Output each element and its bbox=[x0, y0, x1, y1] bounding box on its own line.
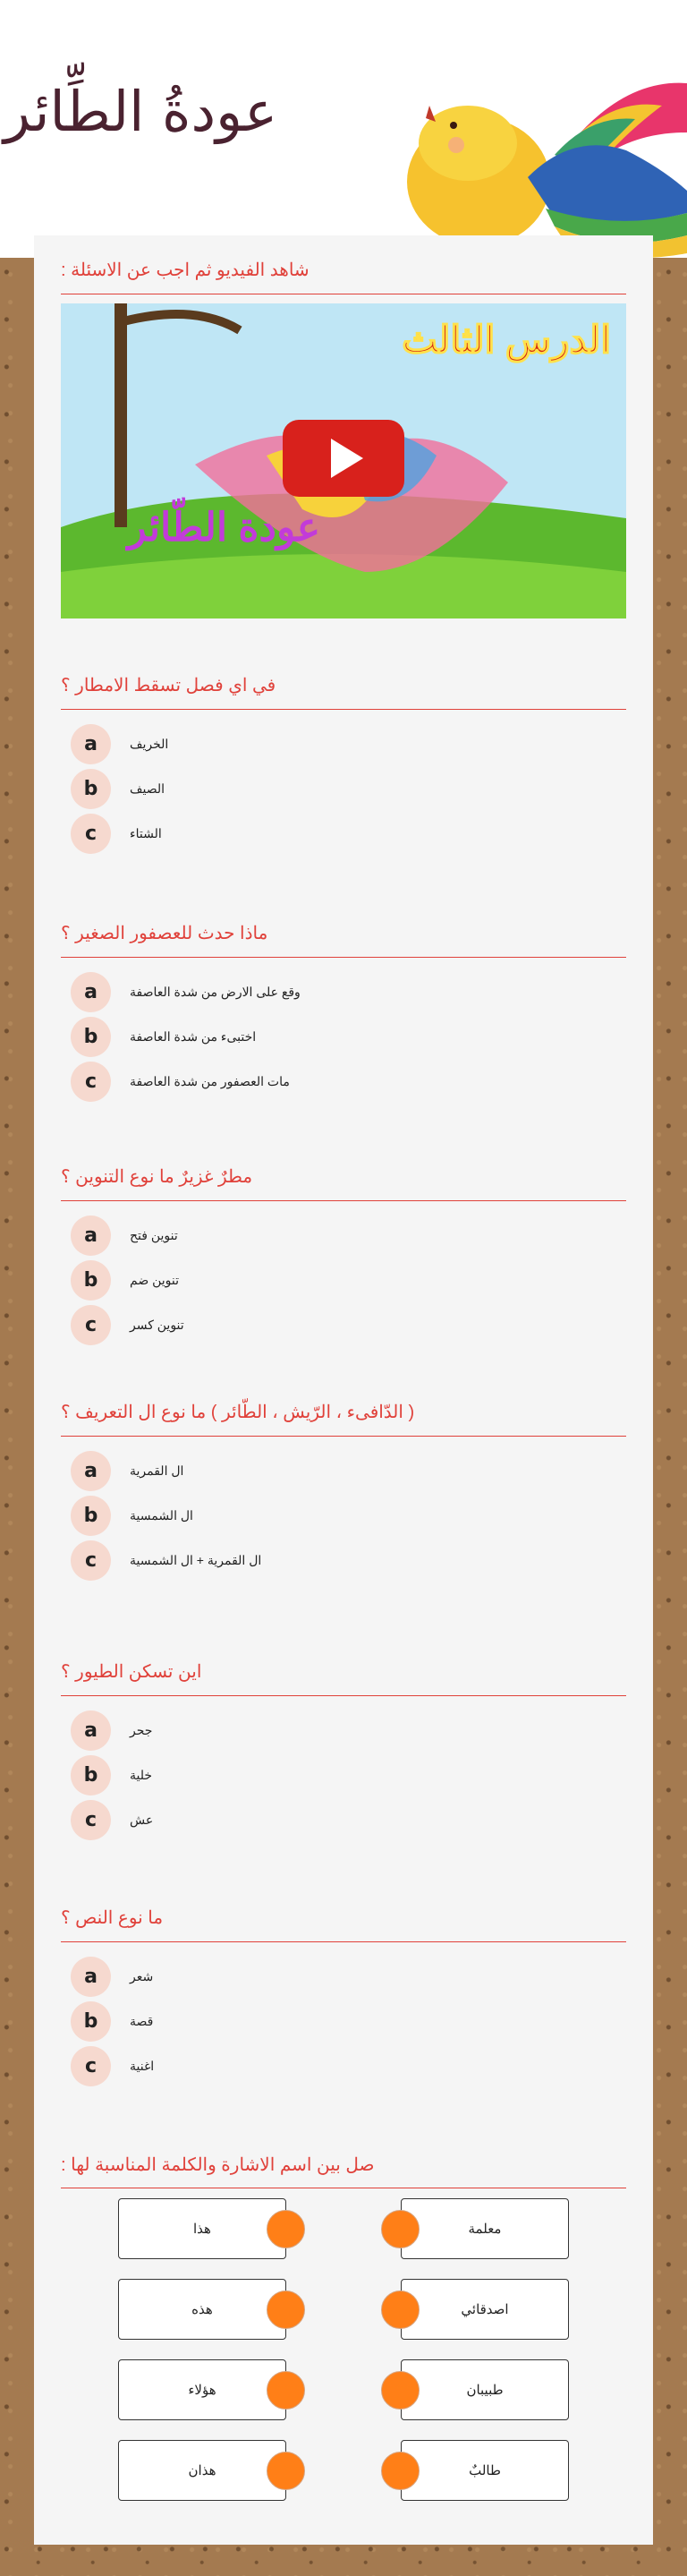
match-left-card[interactable] bbox=[118, 2198, 286, 2259]
answer-option[interactable] bbox=[71, 1540, 261, 1581]
option-letter-badge: c bbox=[71, 1540, 111, 1581]
question-heading: ماذا حدث للعصفور الصغير ؟ bbox=[61, 924, 268, 943]
match-right-text: اصدقائي bbox=[461, 2302, 509, 2317]
match-left-text: هذا bbox=[193, 2222, 211, 2237]
answer-option[interactable] bbox=[71, 1017, 256, 1057]
option-text: الخريف bbox=[130, 737, 169, 751]
option-letter-badge: c bbox=[71, 2046, 111, 2086]
match-right-card[interactable] bbox=[401, 2198, 569, 2259]
match-left-text: هؤلاء bbox=[188, 2383, 216, 2398]
play-button[interactable] bbox=[283, 420, 404, 497]
option-letter-badge: a bbox=[71, 972, 111, 1012]
option-letter-badge: c bbox=[71, 1062, 111, 1102]
option-text: الصيف bbox=[130, 781, 165, 796]
match-left-text: هذان bbox=[188, 2463, 216, 2478]
match-left-card[interactable] bbox=[118, 2359, 286, 2420]
divider bbox=[61, 1695, 626, 1696]
option-letter-badge: b bbox=[71, 769, 111, 809]
option-letter-badge: a bbox=[71, 1710, 111, 1751]
option-letter-badge: b bbox=[71, 1755, 111, 1796]
option-text: اختبىء من شدة العاصفة bbox=[130, 1029, 257, 1044]
bird-illustration bbox=[394, 79, 687, 258]
option-text: اغنية bbox=[130, 2059, 155, 2073]
divider bbox=[61, 957, 626, 958]
option-text: الشتاء bbox=[130, 826, 162, 840]
match-left-connector[interactable] bbox=[267, 2290, 305, 2329]
match-left-card[interactable] bbox=[118, 2279, 286, 2340]
option-text: عش bbox=[130, 1813, 154, 1827]
question-heading: مطرٌ غزيرٌ ما نوع التنوين ؟ bbox=[61, 1167, 253, 1187]
match-left-connector[interactable] bbox=[267, 2452, 305, 2490]
divider bbox=[61, 709, 626, 710]
match-right-text: معلمة bbox=[468, 2222, 502, 2237]
answer-option[interactable] bbox=[71, 2046, 154, 2086]
answer-option[interactable] bbox=[71, 1305, 184, 1345]
option-text: وقع على الارض من شدة العاصفة bbox=[130, 985, 301, 999]
answer-option[interactable] bbox=[71, 814, 162, 854]
match-right-connector[interactable] bbox=[381, 2210, 420, 2248]
match-right-connector[interactable] bbox=[381, 2290, 420, 2329]
video-lesson-title: الدرس الثالث bbox=[402, 319, 611, 361]
option-letter-badge: b bbox=[71, 1260, 111, 1301]
match-right-card[interactable] bbox=[401, 2359, 569, 2420]
option-letter-badge: c bbox=[71, 1800, 111, 1840]
option-text: ال القمرية + ال الشمسية bbox=[130, 1553, 262, 1567]
option-letter-badge: c bbox=[71, 814, 111, 854]
answer-option[interactable] bbox=[71, 1800, 153, 1840]
divider bbox=[61, 1941, 626, 1942]
answer-option[interactable] bbox=[71, 769, 165, 809]
answer-option[interactable] bbox=[71, 972, 301, 1012]
option-text: جحر bbox=[130, 1723, 153, 1737]
match-left-card[interactable] bbox=[118, 2440, 286, 2501]
question-heading: ( الدّافىء ، الرّيش ، الطّائر ) ما نوع ال التعريف ؟ bbox=[61, 1403, 415, 1422]
match-left-connector[interactable] bbox=[267, 2210, 305, 2248]
video-player[interactable] bbox=[61, 303, 626, 618]
answer-option[interactable] bbox=[71, 1062, 290, 1102]
option-letter-badge: a bbox=[71, 1957, 111, 1997]
answer-option[interactable] bbox=[71, 1957, 153, 1997]
question-heading: في اي فصل تسقط الامطار ؟ bbox=[61, 676, 276, 695]
option-text: خلية bbox=[130, 1768, 153, 1782]
match-left-text: هذه bbox=[191, 2302, 213, 2317]
option-letter-badge: a bbox=[71, 1215, 111, 1256]
option-letter-badge: c bbox=[71, 1305, 111, 1345]
answer-option[interactable] bbox=[71, 1755, 152, 1796]
option-text: شعر bbox=[130, 1969, 154, 1983]
page-title: عودةُ الطِّائر bbox=[4, 79, 278, 144]
video-story-title: عودة الطّائر bbox=[127, 506, 320, 550]
match-right-connector[interactable] bbox=[381, 2371, 420, 2410]
match-right-card[interactable] bbox=[401, 2279, 569, 2340]
match-right-text: طالبٌ bbox=[469, 2463, 501, 2478]
option-text: قصة bbox=[130, 2014, 154, 2028]
option-letter-badge: a bbox=[71, 724, 111, 764]
answer-option[interactable] bbox=[71, 724, 168, 764]
match-right-connector[interactable] bbox=[381, 2452, 420, 2490]
answer-option[interactable] bbox=[71, 2001, 153, 2042]
option-text: تنوين فتح bbox=[130, 1228, 178, 1242]
option-letter-badge: b bbox=[71, 2001, 111, 2042]
option-letter-badge: b bbox=[71, 1496, 111, 1536]
divider bbox=[61, 1436, 626, 1437]
answer-option[interactable] bbox=[71, 1451, 183, 1491]
option-text: تنوين كسر bbox=[130, 1318, 184, 1332]
option-text: ال القمرية bbox=[130, 1463, 184, 1478]
play-icon bbox=[331, 439, 363, 478]
match-right-text: طبيبان bbox=[466, 2383, 504, 2398]
answer-option[interactable] bbox=[71, 1710, 152, 1751]
option-text: ال الشمسية bbox=[130, 1508, 193, 1523]
option-letter-badge: b bbox=[71, 1017, 111, 1057]
matching-heading: صل بين اسم الاشارة والكلمة المناسبة لها : bbox=[61, 2155, 375, 2175]
option-text: تنوين ضم bbox=[130, 1273, 180, 1287]
answer-option[interactable] bbox=[71, 1215, 178, 1256]
answer-option[interactable] bbox=[71, 1260, 179, 1301]
question-heading: ما نوع النص ؟ bbox=[61, 1908, 164, 1928]
match-left-connector[interactable] bbox=[267, 2371, 305, 2410]
divider bbox=[61, 1200, 626, 1201]
option-text: مات العصفور من شدة العاصفة bbox=[130, 1074, 290, 1088]
question-heading: اين تسكن الطيور ؟ bbox=[61, 1662, 202, 1682]
match-right-card[interactable] bbox=[401, 2440, 569, 2501]
option-letter-badge: a bbox=[71, 1451, 111, 1491]
answer-option[interactable] bbox=[71, 1496, 193, 1536]
intro-heading: شاهد الفيديو ثم اجب عن الاسئلة : bbox=[61, 260, 310, 280]
